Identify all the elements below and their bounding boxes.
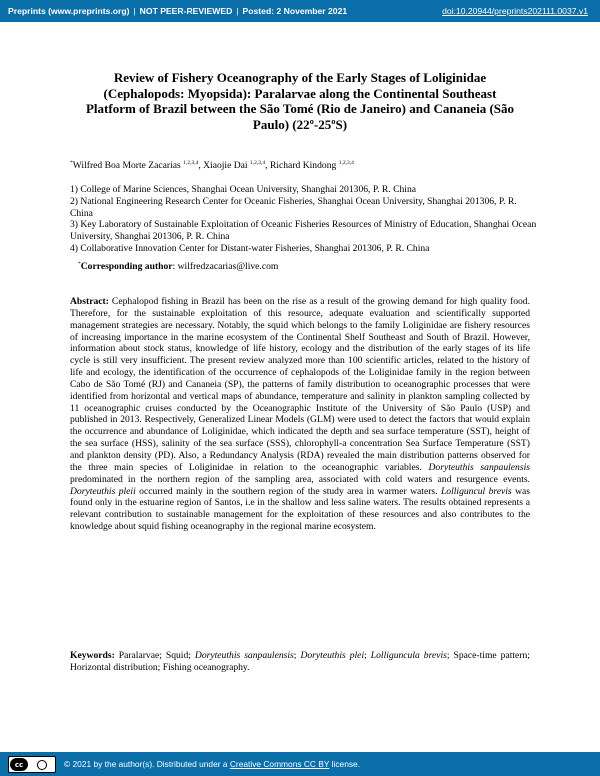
header-separator: | (133, 6, 136, 16)
abstract-text: Cephalopod fishing in Brazil has been on the rise as a result of the growing demand for high quality food. Therefore, for the sustainable exploitation of this resource, adequate evaluation and scientifically supported management strategies are necessary. Notably, the squid which belongs to the family Loliginidae are fishery resources of increasing importance in the marine ecosystem of the Continental Shelf Southeast and South of Brazil. However, information about stock status, knowledge of life history, ecology and the distribution of the early stages of its life cycle is still very insufficient. The present review analyzed more than 100 scientific articles, related to the history of life and ecology, the identification of the occurrence of cephalopods of the Loliginidae family in the region between Cabo de São Tomé (RJ) and Cananeia (SP), the patterns of family distribution to oceanographic processes that were identified from horizontal and vertical maps of abundance, temperature and salinity in plankton sampling collected by 11 oceanographic cruises conducted by the Oceanographic Institute of the University of São Paulo (USP) and published in 2013. Respectively, Generalized Linear Models (GLM) were used to detect the factors that would explain the occurrence and abundance of Loliginidae, which indicated the depth and sea surface temperature (SST), height of the sea surface (HSS), salinity of the sea surface (SSS), chlorophyll-a concentration Sea Surface Temperature (SST) and plankton density (PD). Also, a Redundancy Analysis (RDA) revealed the main distribution patterns observed for the three main species of Loliginidae in relation to the oceanographic variables. (70, 296, 530, 473)
affiliations (70, 184, 540, 255)
posted-date: Posted: 2 November 2021 (242, 6, 348, 16)
corr-colon: : (172, 261, 178, 272)
header-separator: | (236, 6, 239, 16)
abstract (70, 296, 530, 533)
abstract-text: predominated in the northern region of the sampling area, associated with cold waters and resurgence events. (70, 473, 530, 485)
author-star: * (70, 160, 73, 166)
doi-link[interactable]: doi:10.20944/preprints202111.0037.v1 (442, 6, 588, 16)
license-text (64, 759, 360, 769)
license-suffix: license. (329, 759, 361, 769)
affiliation: 3) Key Laboratory of Sustainable Exploitation of Oceanic Fisheries Resources of Ministry of Education, Shanghai Ocean University, Shanghai 201306, P. R. China (70, 219, 537, 243)
author-separator: , (265, 160, 270, 171)
author-list (70, 160, 354, 171)
license-footer-bar (0, 752, 600, 776)
author-affil-sup: 1,2,3,4 (183, 160, 199, 166)
author-name: Wilfred Boa Morte Zacarias (72, 160, 181, 171)
keywords-text: ; (364, 650, 371, 661)
cc-icon: cc (10, 758, 28, 771)
preprint-header-bar (0, 0, 600, 22)
keyword-species: Lolliguncula brevis (370, 650, 447, 661)
by-person-icon (28, 760, 55, 770)
abstract-text: occurred mainly in the southern region of the study area in warmer waters. (135, 485, 441, 497)
paper-title: Review of Fishery Oceanography of the Early Stages of Loliginidae (Cephalopods: Myopsida): Paralarvae along the Continental Southeast Platform of Brazil between the São Tomé (Rio de Janeiro) and Cananeia (São Paulo) (22º-25ºS) (85, 70, 515, 133)
license-prefix: © 2021 by the author(s). Distributed under a (64, 759, 230, 769)
corr-label: Corresponding author (80, 261, 173, 272)
keyword-species: Doryteuthis plei (300, 650, 365, 661)
site-name[interactable]: Preprints (www.preprints.org) (8, 6, 130, 16)
keywords-text: ; (293, 650, 301, 661)
author-separator: , (198, 160, 204, 171)
author-affil-sup: 1,2,3,4 (250, 160, 266, 166)
affiliation: 4) Collaborative Innovation Center for Distant-water Fisheries, Shanghai 201306, P. R. China (70, 242, 430, 254)
keyword-species: Doryteuthis sanpaulensis (194, 650, 294, 661)
keywords-text: ; Space-time pattern; Horizontal distribution; Fishing oceanography. (70, 650, 530, 673)
keywords (70, 650, 530, 674)
abstract-text: was found only in the estuarine region of Santos, i.e in the shallow and less saline waters. The results obtained represents a relevant contribution to sustainable management for the exploitation of these resources and also contributes to the knowledge about squid fishing oceanography in the regional marine ecosystem. (70, 485, 530, 533)
review-status: NOT PEER-REVIEWED (139, 6, 233, 16)
affiliation: 2) National Engineering Research Center for Oceanic Fisheries, Shanghai Ocean University, Shanghai 201306, P. R. China (70, 195, 517, 219)
corr-email[interactable]: wilfredzacarias@live.com (177, 261, 279, 272)
affiliation: 1) College of Marine Sciences, Shanghai Ocean University, Shanghai 201306, P. R. China (70, 184, 417, 195)
corresponding-author (78, 261, 278, 272)
cc-by-badge[interactable] (8, 756, 56, 773)
species-name: Doryteuthis sanpaulensis (428, 461, 530, 473)
species-name: Lolliguncul brevis (440, 485, 512, 497)
corr-star: * (78, 261, 81, 267)
author-name: Richard Kindong (269, 160, 337, 171)
species-name: Doryteuthis pleii (70, 485, 136, 497)
header-info (8, 6, 347, 16)
author-affil-sup: 1,2,3,4 (338, 160, 354, 166)
author-name: Xiaojie Dai (203, 160, 248, 171)
keywords-label: Keywords: (70, 650, 115, 661)
abstract-label: Abstract: (70, 296, 109, 307)
license-link[interactable]: Creative Commons CC BY (229, 759, 330, 769)
keywords-text: Paralarvae; Squid; (114, 650, 195, 661)
